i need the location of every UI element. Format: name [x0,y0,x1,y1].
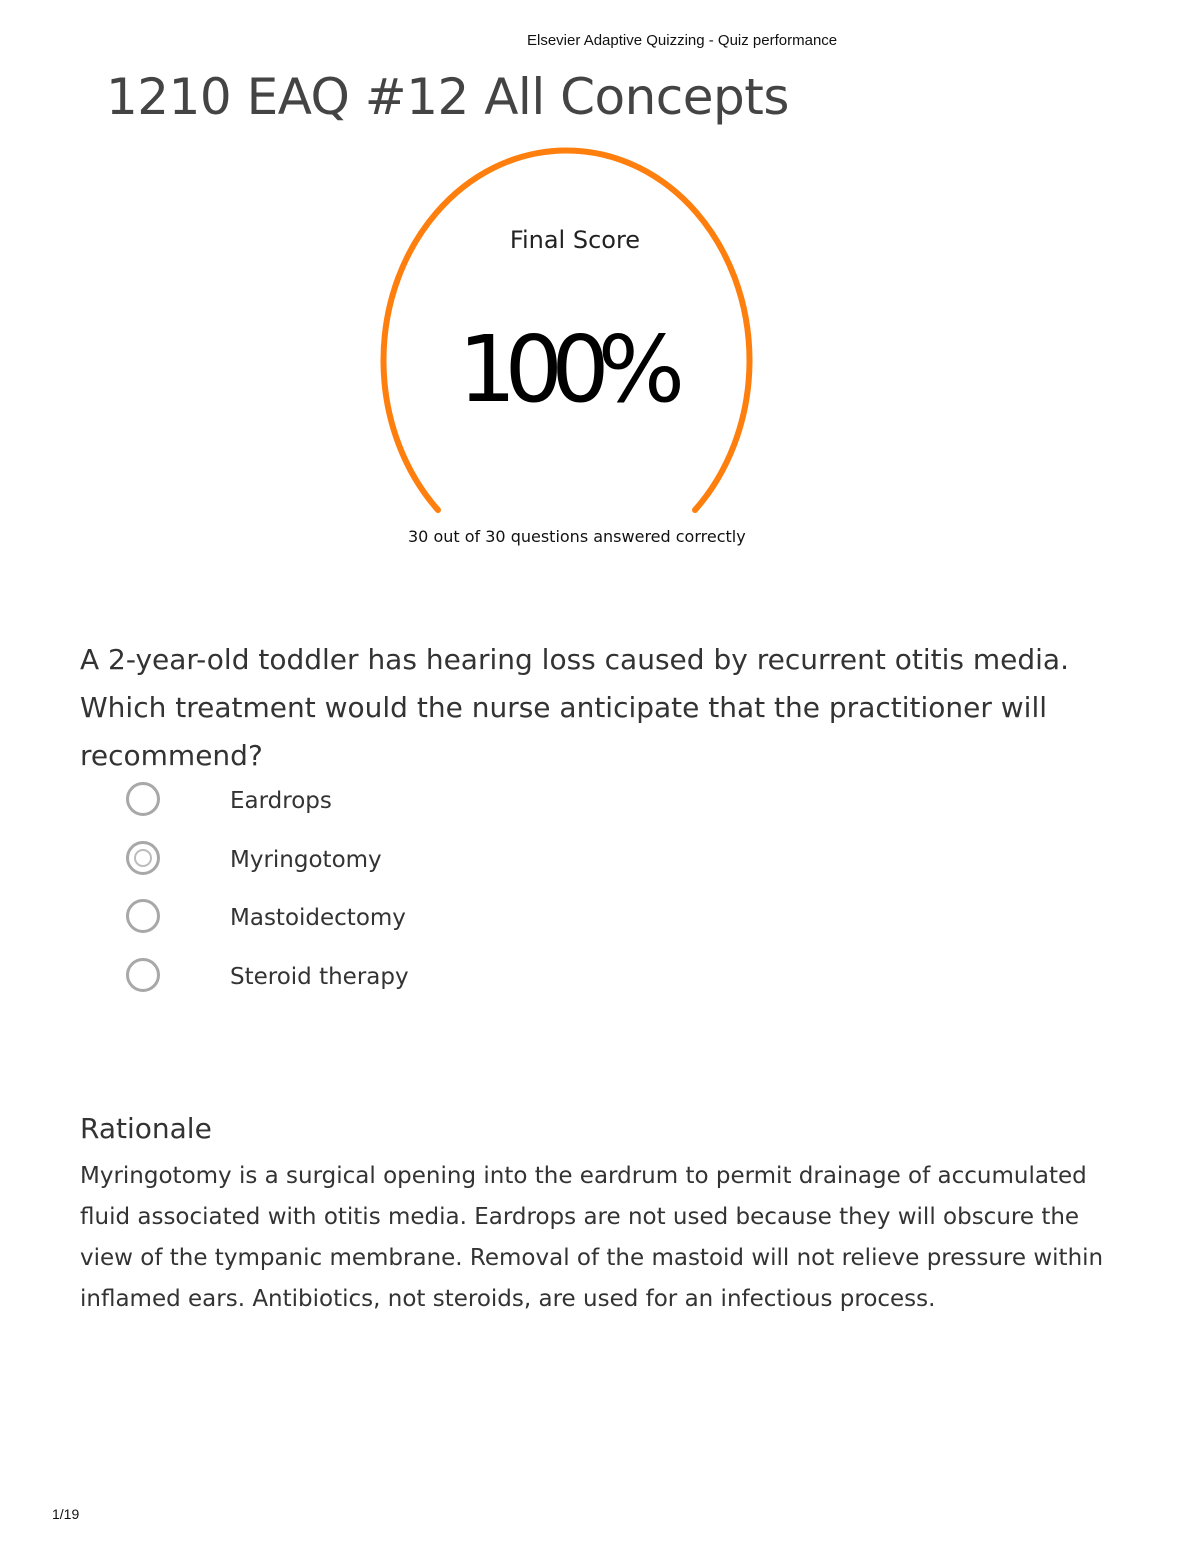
answer-option[interactable] [126,839,726,898]
rationale-text: Myringotomy is a surgical opening into the eardrum to permit drainage of accumulated fluid associated with otitis media. Eardrops are not used because they will obscure the view of the tympanic membrane. Removal of the mastoid will not relieve pressure within inflamed ears. Antibiotics, not steroids, are used for an infectious process. [80,1163,1104,1312]
answer-option[interactable] [126,956,726,1015]
radio-button-icon[interactable] [126,899,160,933]
answer-option[interactable] [126,897,726,956]
quiz-title: 1210 EAQ #12 All Concepts [106,68,789,126]
radio-button-icon[interactable] [126,958,160,992]
answer-option-label: Myringotomy [230,846,382,873]
answer-option-label: Steroid therapy [230,963,409,990]
question-text: A 2-year-old toddler has hearing loss caused by recurrent otitis media. Which treatment would the nurse anticipate that the practitioner will recommend? [80,643,1069,772]
answer-options [126,780,726,1014]
header-caption: Elsevier Adaptive Quizzing - Quiz performance [527,32,838,49]
score-summary: 30 out of 30 questions answered correctly [408,527,746,546]
score-label: Final Score [509,226,641,254]
radio-button-icon[interactable] [126,782,160,816]
answer-option-label: Eardrops [230,788,332,814]
radio-button-selected-icon[interactable] [126,841,160,875]
page-number: 1/19 [52,1506,80,1522]
answer-option-label: Mastoidectomy [230,905,406,931]
answer-option[interactable] [126,780,726,839]
score-percentage: 100% [458,316,674,423]
rationale-heading: Rationale [80,1112,212,1145]
